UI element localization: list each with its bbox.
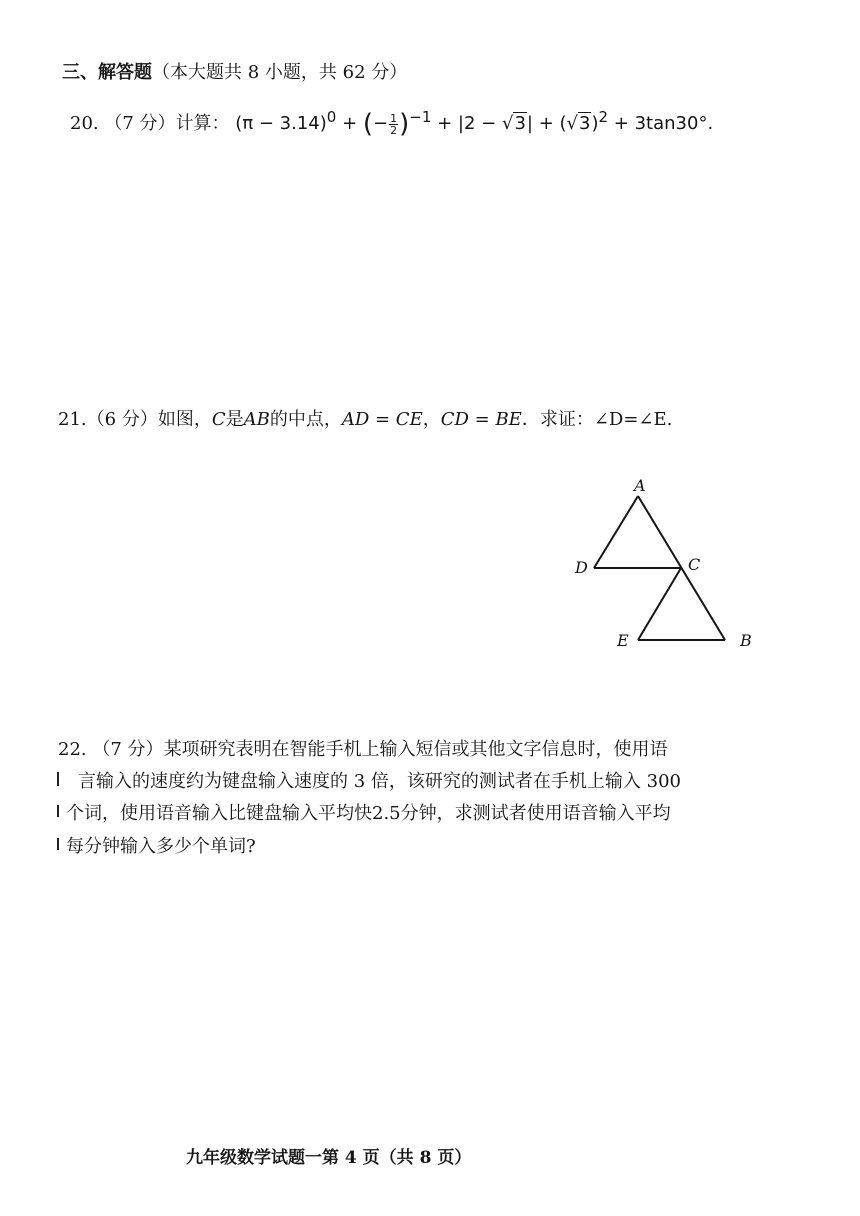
q20-plus2: + |2 − bbox=[431, 113, 502, 134]
q20-plus3: + bbox=[533, 113, 560, 134]
q20-prompt: 计算： bbox=[175, 113, 230, 134]
question-20 bbox=[70, 108, 713, 139]
question-22 bbox=[58, 735, 668, 761]
q20-neg: − bbox=[373, 113, 389, 134]
label-a: A bbox=[634, 476, 646, 495]
q20-number: 20. bbox=[70, 113, 99, 134]
q20-expr-part1: (π − 3.14) bbox=[235, 113, 327, 134]
scan-edge-mark bbox=[57, 805, 59, 817]
q21-text-a: 如图， bbox=[157, 409, 212, 430]
q22-line4: 每分钟输入多少个单词? bbox=[66, 836, 256, 857]
label-d: D bbox=[575, 558, 588, 577]
q20-expression: $(\pi - 3.14)^0$ + (− $\frac{1}{2}$ )$^{-1} + |2 - √3| + (√3)^2 + 3\tan 30^\circ$. bbox=[235, 108, 714, 139]
q21-eq2: CD = BE bbox=[440, 409, 522, 430]
section-heading bbox=[62, 58, 407, 84]
q20-frac-den: 2 bbox=[390, 123, 398, 137]
q21-var-ab: AB bbox=[243, 409, 270, 430]
scan-edge-mark bbox=[57, 772, 59, 786]
q20-tail: + 3tan30°. bbox=[608, 113, 714, 134]
q20-plus1: + bbox=[336, 113, 363, 134]
label-e: E bbox=[617, 631, 629, 650]
q20-sqrt3-a: 3 bbox=[514, 113, 526, 134]
q21-points: （6 分） bbox=[86, 409, 158, 430]
section-heading-title: 三、解答题 bbox=[62, 62, 152, 83]
scan-edge-mark bbox=[57, 838, 59, 850]
q21-triangle-figure bbox=[560, 470, 780, 660]
segment-ce bbox=[638, 568, 681, 640]
q20-fraction bbox=[389, 113, 398, 136]
q20-exp-neg1: −1 bbox=[409, 108, 432, 126]
q22-points: （7 分） bbox=[92, 739, 164, 760]
q20-paren-close: ) bbox=[399, 109, 410, 139]
q22-number: 22. bbox=[58, 739, 87, 760]
label-b: B bbox=[740, 631, 752, 650]
q22-line3: 个词，使用语音输入比键盘输入平均快2.5分钟，求测试者使用语音输入平均 bbox=[66, 803, 671, 824]
q20-exp0: 0 bbox=[326, 108, 337, 126]
q21-text-c: 的中点， bbox=[269, 409, 342, 430]
q21-var-c: C bbox=[211, 409, 226, 430]
q22-line2: 言输入的速度约为键盘输入速度的 3 倍，该研究的测试者在手机上输入 300 bbox=[78, 771, 681, 792]
section-heading-note: （本大题共 8 小题，共 62 分） bbox=[152, 62, 408, 83]
page-footer: 九年级数学试题一第 4 页（共 8 页） bbox=[186, 1148, 472, 1168]
q21-text-d: ．求证：∠D=∠E. bbox=[521, 409, 673, 430]
q21-eq1: AD = CE bbox=[341, 409, 423, 430]
q20-sqrt3-b: 3 bbox=[579, 113, 591, 134]
q21-text-b: 是 bbox=[225, 409, 244, 430]
q21-number: 21. bbox=[58, 409, 87, 430]
question-21 bbox=[58, 405, 672, 431]
q21-comma: ， bbox=[422, 409, 441, 430]
q22-line1: 某项研究表明在智能手机上输入短信或其他文字信息时，使用语 bbox=[163, 739, 668, 760]
label-c: C bbox=[688, 555, 701, 574]
q20-points: （7 分） bbox=[104, 113, 176, 134]
q20-frac-num: 1 bbox=[390, 111, 398, 125]
q20-exp2: 2 bbox=[598, 108, 609, 126]
q20-paren-open: ( bbox=[362, 109, 374, 139]
q20-abs-close: | bbox=[526, 113, 533, 134]
segment-ad bbox=[594, 496, 638, 568]
